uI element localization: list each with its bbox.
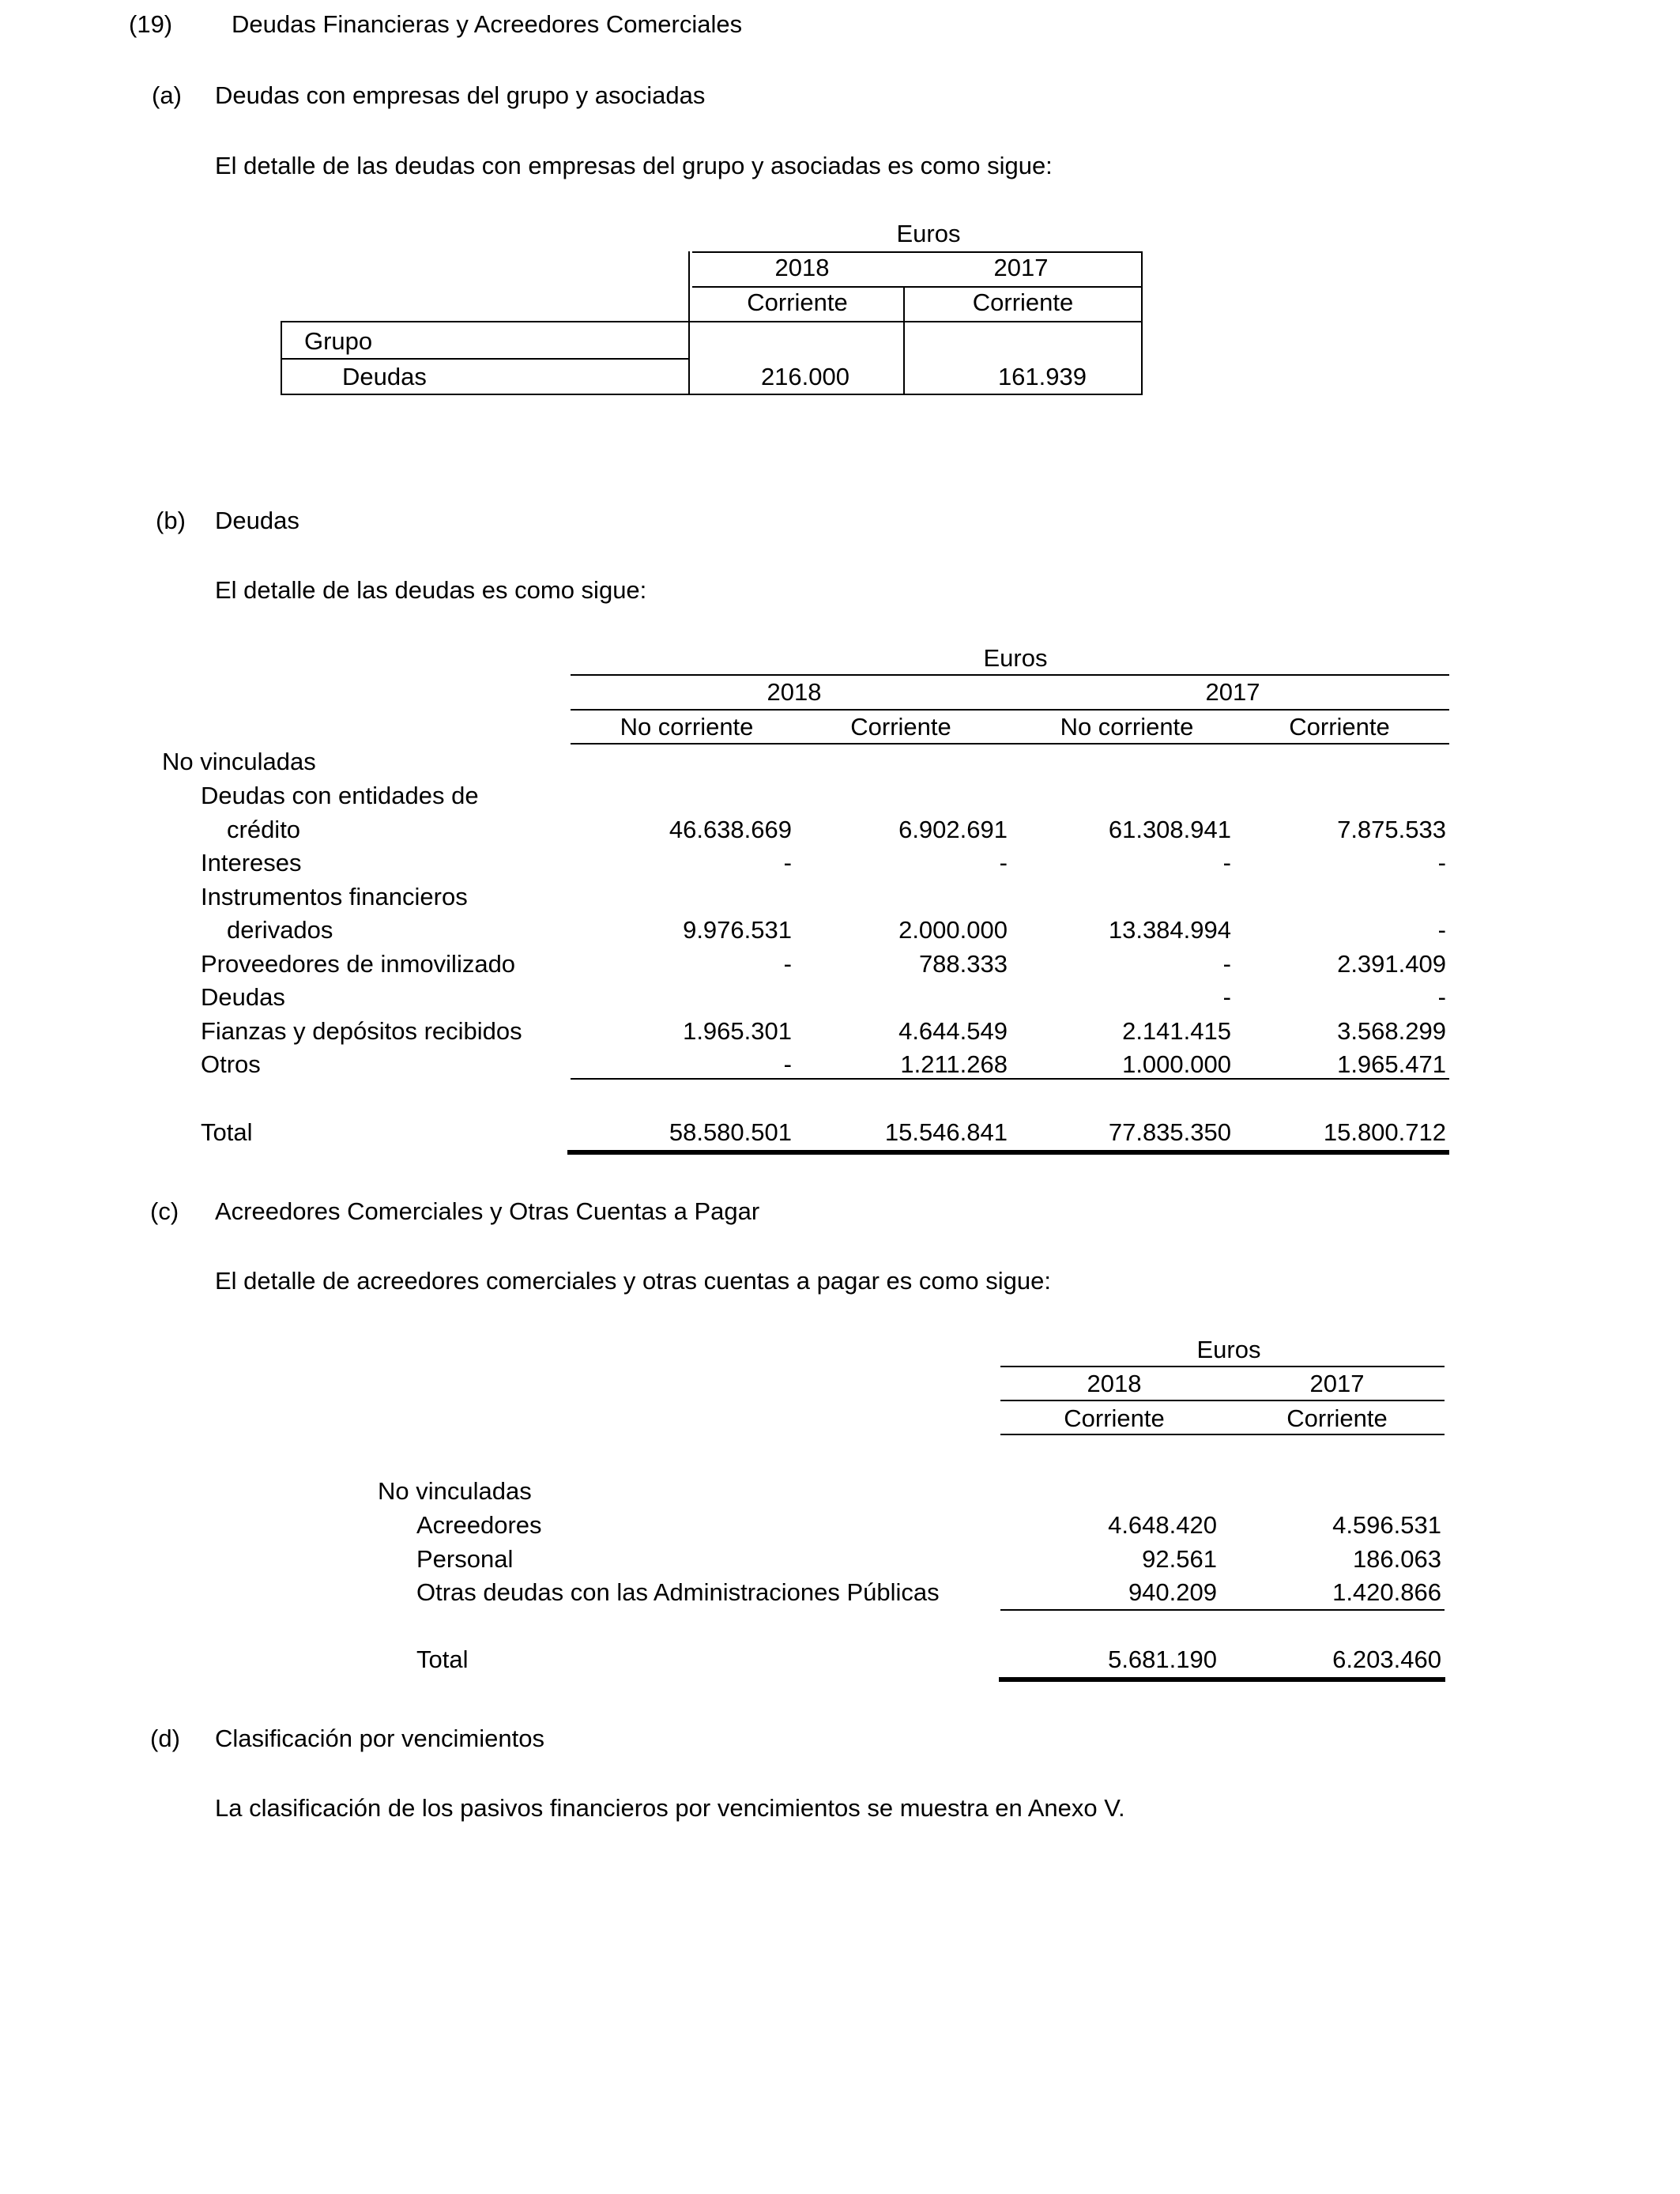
section-c-title: Acreedores Comerciales y Otras Cuentas a Pagar [215,1197,760,1225]
table-b-cell: 3.568.299 [1337,1017,1446,1045]
section-b-letter: (b) [156,507,186,534]
table-b-row-label: Deudas con entidades de [201,782,479,809]
table-b-row-label: Proveedores de inmovilizado [201,950,516,978]
table-b-cell: 4.644.549 [898,1017,1008,1045]
table-a-year-2018: 2018 [774,254,830,281]
table-c-cell: 940.209 [1128,1578,1217,1606]
section-a-letter: (a) [152,81,182,109]
table-c-currency: Euros [1196,1336,1261,1363]
table-b-cell: - [999,849,1008,876]
table-b-cell: 1.965.301 [683,1017,792,1045]
table-b-cell: - [1222,849,1231,876]
table-a-col-2017: Corriente [972,288,1074,316]
section-d-intro: La clasificación de los pasivos financieros por vencimientos se muestra en Anexo V. [215,1794,1125,1822]
section-d-letter: (d) [150,1725,180,1752]
table-b-row-label: Deudas [201,983,285,1011]
section-a-title: Deudas con empresas del grupo y asociadas [215,81,706,109]
table-b-row-label: crédito [227,816,301,843]
section-d-title: Clasificación por vencimientos [215,1725,544,1752]
table-b-cell: 6.902.691 [898,816,1008,843]
table-b-currency: Euros [983,644,1048,672]
table-b-total-value-4: 15.800.712 [1323,1118,1446,1146]
table-b-cell: - [1437,983,1446,1011]
table-b-cell: - [1437,849,1446,876]
table-b-cell: 1.211.268 [900,1050,1008,1078]
table-c-cell: 92.561 [1142,1545,1217,1573]
table-b-row-label: Intereses [201,849,302,876]
table-c-year-2017: 2017 [1309,1370,1365,1397]
table-b-row-label: Otros [201,1050,261,1078]
table-c-cell: 4.648.420 [1108,1511,1217,1539]
table-b-cell: - [1222,950,1231,978]
table-c-cell: 4.596.531 [1332,1511,1441,1539]
table-b-row-label: derivados [227,916,333,944]
table-b-cell: - [783,950,792,978]
section-c-letter: (c) [150,1197,179,1225]
table-c-group-label: No vinculadas [378,1477,532,1505]
table-c-cell: 1.420.866 [1332,1578,1441,1606]
table-b-total-value-2: 15.546.841 [884,1118,1008,1146]
table-a-value-2017: 161.939 [997,363,1087,390]
table-b-col-3: No corriente [1060,713,1194,741]
table-a-currency: Euros [896,220,961,247]
table-b-cell: - [1222,983,1231,1011]
table-b-cell: 1.965.471 [1337,1050,1446,1078]
table-b-group-label: No vinculadas [162,748,316,775]
table-b-cell: 2.391.409 [1337,950,1446,978]
table-c-cell: 186.063 [1352,1545,1441,1573]
section-a-intro: El detalle de las deudas con empresas del grupo y asociadas es como sigue: [215,152,1053,179]
table-c-year-2018: 2018 [1087,1370,1142,1397]
table-c-row-label: Acreedores [416,1511,542,1539]
table-b-cell: - [1437,916,1446,944]
table-c-row-label: Personal [416,1545,514,1573]
table-b-col-4: Corriente [1289,713,1390,741]
section-b-intro: El detalle de las deudas es como sigue: [215,576,647,604]
table-a-value-2018: 216.000 [760,363,849,390]
table-b-total-value-3: 77.835.350 [1108,1118,1231,1146]
section-b-title: Deudas [215,507,299,534]
table-c-total-label: Total [416,1646,469,1673]
table-c-total-value-2017: 6.203.460 [1332,1646,1441,1673]
section-c-intro: El detalle de acreedores comerciales y otras cuentas a pagar es como sigue: [215,1267,1052,1295]
table-a-col-2018: Corriente [747,288,848,316]
table-b-year-2017: 2017 [1205,678,1260,706]
table-b-row-label: Instrumentos financieros [201,883,468,910]
table-a-year-2017: 2017 [993,254,1049,281]
table-b-cell: 2.141.415 [1122,1017,1231,1045]
table-b-cell: 9.976.531 [683,916,792,944]
table-c-col-2017: Corriente [1286,1404,1388,1432]
table-a-row-label: Deudas [342,363,427,390]
table-b-col-2: Corriente [850,713,951,741]
note-title: Deudas Financieras y Acreedores Comerciales [232,10,743,38]
table-b-cell: 7.875.533 [1337,816,1446,843]
table-b-cell: - [783,1050,792,1078]
table-c-col-2018: Corriente [1064,1404,1165,1432]
table-b-total-label: Total [201,1118,253,1146]
table-b-cell: - [783,849,792,876]
table-b-cell: 13.384.994 [1108,916,1231,944]
table-c-total-value-2018: 5.681.190 [1108,1646,1217,1673]
table-b-total-value-1: 58.580.501 [669,1118,792,1146]
note-number: (19) [129,10,173,38]
table-b-col-1: No corriente [620,713,754,741]
table-b-cell: 1.000.000 [1122,1050,1231,1078]
table-b-year-2018: 2018 [767,678,822,706]
table-b-row-label: Fianzas y depósitos recibidos [201,1017,522,1045]
table-a-group-label: Grupo [304,327,373,355]
table-b-cell: 788.333 [918,950,1008,978]
table-b-cell: 46.638.669 [669,816,792,843]
table-b-cell: 61.308.941 [1108,816,1231,843]
table-b-cell: 2.000.000 [898,916,1008,944]
table-c-row-label: Otras deudas con las Administraciones Públicas [416,1578,940,1606]
